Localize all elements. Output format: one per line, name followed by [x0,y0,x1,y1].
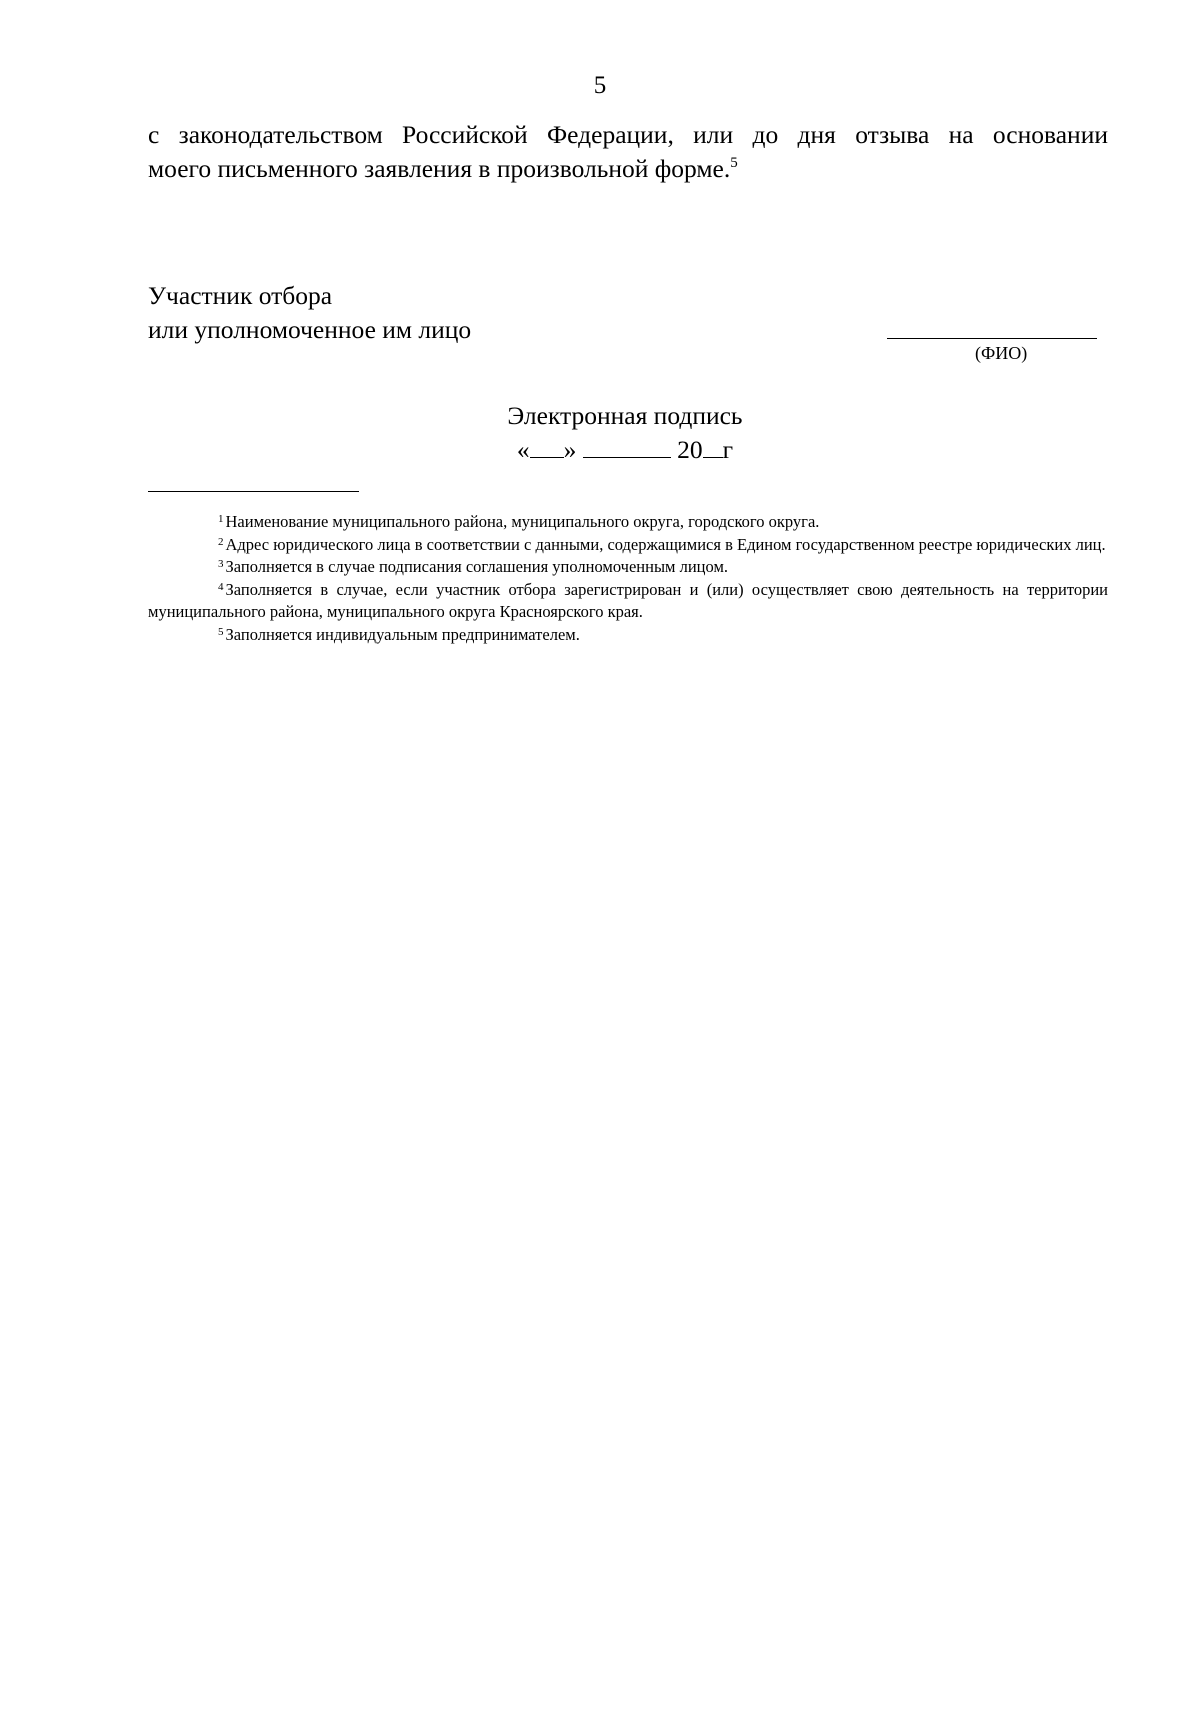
date-quote-close: » [563,435,577,464]
footnote-3 [148,556,1108,579]
body-line-2: моего письменного заявления в произвольной форме. [148,154,731,183]
year-suffix: г [722,435,734,464]
footnote-text: Наименование муниципального района, муниципального округа, городского округа. [225,512,820,531]
footnote-text: Заполняется индивидуальным предпринимателем. [225,624,580,644]
footnotes [148,511,1108,646]
footnote-number: 4 [218,580,224,593]
footnote-number: 3 [218,558,224,570]
fio-signature-line [887,338,1097,339]
body-line-1: с законодательством Российской Федерации, или до дня отзыва на основании [148,120,1108,149]
footnote-2 [148,534,1108,557]
footnote-text: Заполняется в случае подписания соглашения уполномоченным лицом. [225,557,729,576]
footnote-5 [148,624,1108,647]
footnote-text: Адрес юридического лица в соответствии с данными, содержащимися в Едином государственном реестре юридических лиц. [225,534,1106,554]
page-number: 5 [593,72,607,99]
electronic-signature-label: Электронная подпись [507,401,743,430]
date-line [0,433,1200,467]
signer-title: Участник отбора [148,281,333,310]
fio-caption: (ФИО) [975,343,1028,363]
signer-subtitle: или уполномоченное им лицо [148,315,472,344]
footnote-separator [148,491,359,492]
footnote-ref-5: 5 [730,155,738,171]
body-paragraph [148,118,1108,186]
date-quote-open: « [516,435,530,464]
day-blank [530,435,564,458]
footnote-1 [148,511,1108,534]
footnote-number: 1 [218,513,224,525]
month-blank [583,435,671,458]
footnote-number: 2 [218,535,224,548]
footnote-4 [148,579,1108,624]
signer-block [148,279,471,347]
footnote-number: 5 [218,625,224,638]
footnote-text: Заполняется в случае, если участник отбора зарегистрирован и (или) осуществляет свою деятельность на территории муниципального района, муниципального округа Красноярского края. [148,579,1108,621]
year-prefix: 20 [677,435,703,464]
year-blank [703,435,723,458]
